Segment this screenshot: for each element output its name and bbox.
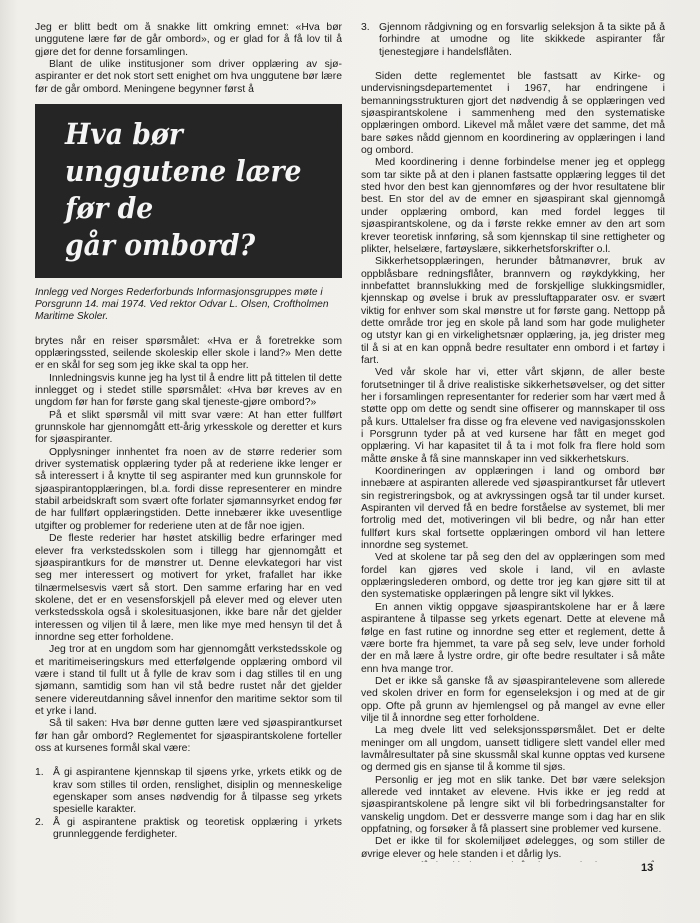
list-item [361, 22, 665, 59]
list-text: Å gi aspirantene praktisk og teoretisk opplæring i yrkets grunnleggende ferdigheter. [53, 816, 342, 841]
paragraph: En annen viktig oppgave sjøaspirantskolene har er å lære aspirantene å tilpasse seg yrkets egenart. Dette at elevene må følge en fast rutine og innordne seg etter et reglement, dette å være borte fra hjemmet, ta vare på seg selv, leve under forhold der en må lære å lystre ordre, gir ofte bedre resultater i så måte enn hva mange tror. [361, 601, 665, 675]
paragraph: Blant de ulike institusjoner som driver opplæring av sjø-aspiranter er det nok stort sett enighet om hva unggutene bør lære før de går ombord. Meningene begynner først å [35, 59, 342, 95]
paragraph: På et slikt spørsmål vil mitt svar være: At han etter fullført grunnskole har gjennomgått ett-årig yrkesskole og deretter et kurs for sjøaspiranter. [35, 409, 342, 446]
title-block [35, 104, 342, 278]
article-title-line: Hva bør [65, 117, 183, 152]
article-intro: Innlegg ved Norges Rederforbunds Informasjonsgruppes møte i Porsgrunn 14. mai 1974. Ved rektor Odvar L. Olsen, Croftholmen Maritime Skoler. [35, 287, 329, 323]
paragraph: De fleste rederier har høstet atskillig bedre erfaringer med elever fra verkstedsskolen som i tillegg har gjennomgått et sjøaspirantkurs for de mønstrer ut. Denne elevkategori har vist seg mer interessert og motivert for yrket, frafallet har ikke tilnærmelsesvis vært så stort. Den samme erfaring har en ved skolene, det er en vesensforskjell på elever med og elever uten verkstedsskola også i skolesituasjonen, ikke bare når det gjelder interessen og viljen til å lære, men like mye med hensyn til det å innordne seg etter forholdene. [35, 533, 342, 643]
article-title-line: går ombord? [65, 228, 256, 263]
list-number: 3. [361, 22, 370, 33]
paragraph: Ved vår skole har vi, etter vårt skjønn, de aller beste forutsetninger til å drive realistiske sikkerhetsøvelser, og det sitter her i forsamlingen representanter for rederier som har vært med å støtte opp om dette og sendt sine offiserer og mannskaper til oss på kurs. Uttalelser fra disse og fra elevene ved navigasjonsskolen i Porsgrunn tyder på at ved kursene har fått en meget god opplæring. Vi har kapasitet til å ta i mot folk fra flere hold som måtte ønske å få sine mannskaper inn ved sikkerhetskurs. [361, 367, 665, 465]
paragraph: Ved at skolene tar på seg den del av opplæringen som med fordel kan gjøres ved skole i land, vil en avlaste opplæringslederen ombord, og dette tror jeg kan gjøre sitt til at den systematiske opplæringen på lengre sikt vil lykkes. [361, 552, 665, 601]
paragraph: Jeg tror at en ungdom som har gjennomgått verkstedsskole og et maritimeiseringskurs med etterfølgende opplæring ombord vil være i stand til fullt ut å fylle de krav som i dag stilles til en ung sjømann, samtidig som han vil stå bedre rustet når det gjelder senere videreutdanning såvel innenfor den maritime sektor som til et yrke i land. [35, 644, 342, 717]
paragraph: Det er ikke så ganske få av sjøaspirantelevene som allerede ved skolen driver en form for egenseleksjon i og med at de gir opp. Ofte på grunn av hjemlengsel og på mangel av evne eller vilje til å innordne seg etter forholdene. [361, 675, 665, 724]
paragraph: Sikkerhetsopplæringen, herunder båtmanøvrer, bruk av oppblåsbare redningsflåter, brannvern og røykdykking, her innbefattet brannslukking med de forskjellige slukkingsmidler, kjennskap og øvelse i bruk av pressluftapparater osv. er svært viktig for enhver som skal mønstre ut for første gang. Nettopp på dette område tror jeg en skole på land som har gode muligheter og utstyr kan gi en virkelighetsnær opplæring, ja, jeg drister meg til å si at en kan oppnå bedre resultater enn ombord i et fartøy i fart. [361, 256, 665, 366]
paragraph: Med koordinering i denne forbindelse mener jeg et opplegg som tar sikte på at den i planen fastsatte opplæring legges til det sted hvor den best kan gjennomføres og der hvor resultatene blir best. En stor del av de emner en sjøaspirant skal gjennomgå under opplæring ombord, kan med fordel legges til sjøaspirantskolene, og da i første rekke emner av den art som krever teoretisk innføring, så som kjennskap til sine rettigheter og plikter, helselære, fartøyslære, sikkerhetsforskrifter o.l. [361, 157, 665, 255]
paragraph: Innledningsvis kunne jeg ha lyst til å endre litt på tittelen til dette innlegget og i stedet stille spørsmålet: «Hva bør kreves av en ungdom før han for første gang skal tjeneste-gjøre ombord?» [35, 372, 342, 409]
paragraph: brytes når en reiser spørsmålet: «Hva er å foretrekke som opplæringssted, seilende skoleskip eller skole i land?» Men dette er en skål for seg som jeg ikke skal ta opp her. [35, 335, 342, 372]
page-number: 13 [641, 862, 654, 874]
paragraph: Koordineringen av opplæringen i land og ombord bør innebære at aspiranten allerede ved sjøaspirantkurset får utlevert sin registreringsbok, og at avkryssingen også tar til under kurset. Aspiranten vil derved få en bedre forståelse av systemet, bli mer fortrolig med det, motiveringen vil bli bedre, og når han etter fullført kurs skal fortsette opplæringen ombord vil han lettere innordne seg systemet. [361, 466, 665, 552]
left-column [35, 22, 342, 880]
paragraph: Jeg er blitt bedt om å snakke litt omkring emnet: «Hva bør unggutene lære før de går ombord», og er glad for å få lov til å gjøre det for denne forsamlingen. [35, 22, 342, 58]
paragraph: Så til saken: Hva bør denne gutten lære ved sjøaspirantkurset før han går ombord? Reglementet for sjøaspirantskolene forteller oss at kursenes formål skal være: [35, 718, 342, 755]
list-number: 2. [35, 816, 44, 828]
right-column [361, 22, 665, 862]
paragraph: Opplysninger innhentet fra noen av de større rederier som driver systematisk opplæring tyder på at rederiene ikke lenger er så interessert i å knytte til seg aspiranter med kun grunnskole for sjøaspirantopplæringen, bl.a. fordi disse representerer en mindre stabil arbeidskraft som svært ofte forlater sjømannsyrket endog før de har fullført opplæringstiden. Dette innebærer ikke uvesentlige utgifter og problemer for rederiene uten at de får noe igjen. [35, 446, 342, 532]
list-text: Gjennom rådgivning og en forsvarlig seleksjon å ta sikte på å forhindre at umodne og lite skikkede aspiranter får tjenestegjøre i handelsflåten. [379, 22, 665, 58]
list-item [35, 767, 342, 816]
article-title-line: unggutene lære [65, 154, 302, 189]
paragraph: Personlig er jeg mot en slik tanke. Det bør være seleksjon allerede ved inntaket av elevene. Hvis ikke er jeg redd at sjøaspirantskolene på lengre sikt vil bli forbedringsanstalter for vanskelig ungdom. Det er dessverre mange som i dag har en slik oppfatning, og forsøker å få plassert sine problemer ved kursene. [361, 774, 665, 835]
paragraph: La meg dvele litt ved seleksjonsspørsmålet. Det er delte meninger om all ungdom, uansett tidligere slett vandel eller med lavmålresultater på sine skussmål skal kunne opptas ved kursene og dermed gis en sjanse til å komme til sjøs. [361, 725, 665, 774]
list-text: Å gi aspirantene kjennskap til sjøens yrke, yrkets etikk og de krav som stilles til orden, renslighet, disiplin og menneskelige egenskaper som anses nødvendig for å tilpasse seg yrkets spesielle karakter. [53, 767, 342, 816]
article-title-line: før de [65, 191, 154, 226]
paragraph [361, 861, 665, 862]
paragraph: Siden dette reglementet ble fastsatt av Kirke- og undervisningsdepartementet i 1967, har endringene i bemanningsstrukturen gjort det nødvendig å se opplæringen ved sjøaspirantskolene i sammenheng med den systematiske opplæringen ombord. Likevel må målet være det samme, det må bare søkes nådd gjennom en koordinering av opplæringen i land og ombord. [361, 71, 665, 157]
paragraph: Det er ikke til for skolemiljøet ødelegges, og som stiller de øvrige elever og hele standen i et dårlig lys. [361, 836, 665, 860]
list-number: 1. [35, 767, 44, 779]
list-item [35, 817, 342, 842]
